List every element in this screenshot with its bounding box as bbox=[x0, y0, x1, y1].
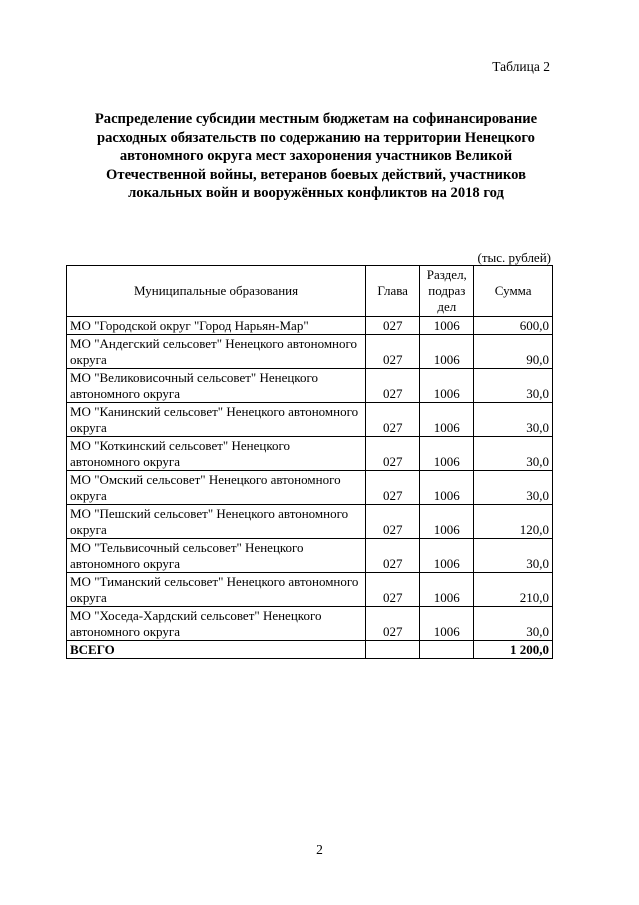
header-municipalities: Муниципальные образования bbox=[67, 266, 366, 317]
name-line: округа bbox=[70, 590, 107, 605]
table-row bbox=[67, 369, 553, 403]
glava-cell: 027 bbox=[366, 471, 420, 505]
table-row bbox=[67, 471, 553, 505]
table-row bbox=[67, 437, 553, 471]
municipality-name bbox=[67, 437, 366, 471]
municipality-name bbox=[67, 573, 366, 607]
sum-cell: 30,0 bbox=[474, 471, 553, 505]
municipality-name bbox=[67, 505, 366, 539]
glava-cell: 027 bbox=[366, 437, 420, 471]
razdel-cell: 1006 bbox=[420, 607, 474, 641]
page-number: 2 bbox=[316, 842, 323, 857]
glava-cell: 027 bbox=[366, 369, 420, 403]
name-line: автономного округа bbox=[70, 454, 180, 469]
total-label: ВСЕГО bbox=[67, 641, 366, 659]
title-line: Распределение субсидии местным бюджетам на софинансирование bbox=[94, 111, 538, 127]
sum-cell: 210,0 bbox=[474, 573, 553, 607]
header-razdel-line: подраз bbox=[428, 283, 466, 298]
glava-cell: 027 bbox=[366, 505, 420, 539]
razdel-cell: 1006 bbox=[420, 403, 474, 437]
header-razdel-line: дел bbox=[437, 299, 457, 314]
name-line: автономного округа bbox=[70, 556, 180, 571]
units-label: (тыс. рублей) bbox=[477, 250, 551, 265]
sum-cell: 30,0 bbox=[474, 403, 553, 437]
glava-cell bbox=[366, 641, 420, 659]
name-line: МО "Великовисочный сельсовет" Ненецкого bbox=[70, 370, 318, 385]
sum-cell: 120,0 bbox=[474, 505, 553, 539]
sum-cell: 30,0 bbox=[474, 539, 553, 573]
municipality-name bbox=[67, 607, 366, 641]
glava-cell: 027 bbox=[366, 607, 420, 641]
name-line: округа bbox=[70, 488, 107, 503]
name-line: автономного округа bbox=[70, 386, 180, 401]
table-row bbox=[67, 317, 553, 335]
sum-cell: 30,0 bbox=[474, 369, 553, 403]
title-line: Отечественной войны, ветеранов боевых действий, участников bbox=[106, 166, 526, 183]
sum-cell: 30,0 bbox=[474, 437, 553, 471]
razdel-cell: 1006 bbox=[420, 437, 474, 471]
table-row bbox=[67, 607, 553, 641]
name-line: автономного округа bbox=[70, 624, 180, 639]
subsidy-table bbox=[66, 265, 553, 659]
name-line: округа bbox=[70, 420, 107, 435]
municipality-name bbox=[67, 403, 366, 437]
razdel-cell: 1006 bbox=[420, 539, 474, 573]
name-line: МО "Хоседа-Хардский сельсовет" Ненецкого bbox=[70, 608, 322, 623]
table-row bbox=[67, 539, 553, 573]
name-line: округа bbox=[70, 522, 107, 537]
header-razdel bbox=[420, 266, 474, 317]
total-sum: 1 200,0 bbox=[474, 641, 553, 659]
title-line: расходных обязательств по содержанию на территории Ненецкого bbox=[97, 129, 535, 146]
municipality-name bbox=[67, 539, 366, 573]
glava-cell: 027 bbox=[366, 335, 420, 369]
table-row bbox=[67, 505, 553, 539]
document-title bbox=[70, 110, 562, 203]
title-line: автономного округа мест захоронения участников Великой bbox=[119, 148, 513, 164]
header-razdel-line: Раздел, bbox=[426, 267, 467, 282]
table-row bbox=[67, 573, 553, 607]
razdel-cell bbox=[420, 641, 474, 659]
municipality-name bbox=[67, 335, 366, 369]
name-line: МО "Городской округ "Город Нарьян-Мар" bbox=[70, 318, 309, 333]
sum-cell: 600,0 bbox=[474, 317, 553, 335]
title-line: локальных войн и вооружённых конфликтов на 2018 год bbox=[128, 185, 504, 201]
sum-cell: 30,0 bbox=[474, 607, 553, 641]
municipality-name bbox=[67, 369, 366, 403]
name-line: МО "Коткинский сельсовет" Ненецкого bbox=[70, 438, 290, 453]
name-line: МО "Омский сельсовет" Ненецкого автономного bbox=[70, 472, 341, 487]
glava-cell: 027 bbox=[366, 403, 420, 437]
table-row bbox=[67, 335, 553, 369]
glava-cell: 027 bbox=[366, 317, 420, 335]
header-glava: Глава bbox=[366, 266, 420, 317]
glava-cell: 027 bbox=[366, 539, 420, 573]
razdel-cell: 1006 bbox=[420, 573, 474, 607]
municipality-name bbox=[67, 471, 366, 505]
name-line: МО "Андегский сельсовет" Ненецкого автономного bbox=[70, 336, 358, 351]
glava-cell: 027 bbox=[366, 573, 420, 607]
razdel-cell: 1006 bbox=[420, 471, 474, 505]
total-row bbox=[67, 641, 553, 659]
name-line: МО "Тельвисочный сельсовет" Ненецкого bbox=[70, 540, 304, 555]
table-row bbox=[67, 403, 553, 437]
razdel-cell: 1006 bbox=[420, 335, 474, 369]
table-header-row bbox=[67, 266, 553, 317]
razdel-cell: 1006 bbox=[420, 505, 474, 539]
municipality-name bbox=[67, 317, 366, 335]
sum-cell: 90,0 bbox=[474, 335, 553, 369]
razdel-cell: 1006 bbox=[420, 317, 474, 335]
name-line: МО "Пешский сельсовет" Ненецкого автономного bbox=[70, 506, 349, 521]
name-line: округа bbox=[70, 352, 107, 367]
name-line: МО "Канинский сельсовет" Ненецкого автономного bbox=[70, 404, 359, 419]
table-number: Таблица 2 bbox=[492, 59, 550, 74]
razdel-cell: 1006 bbox=[420, 369, 474, 403]
header-sum: Сумма bbox=[474, 266, 553, 317]
name-line: МО "Тиманский сельсовет" Ненецкого автономного bbox=[70, 574, 359, 589]
